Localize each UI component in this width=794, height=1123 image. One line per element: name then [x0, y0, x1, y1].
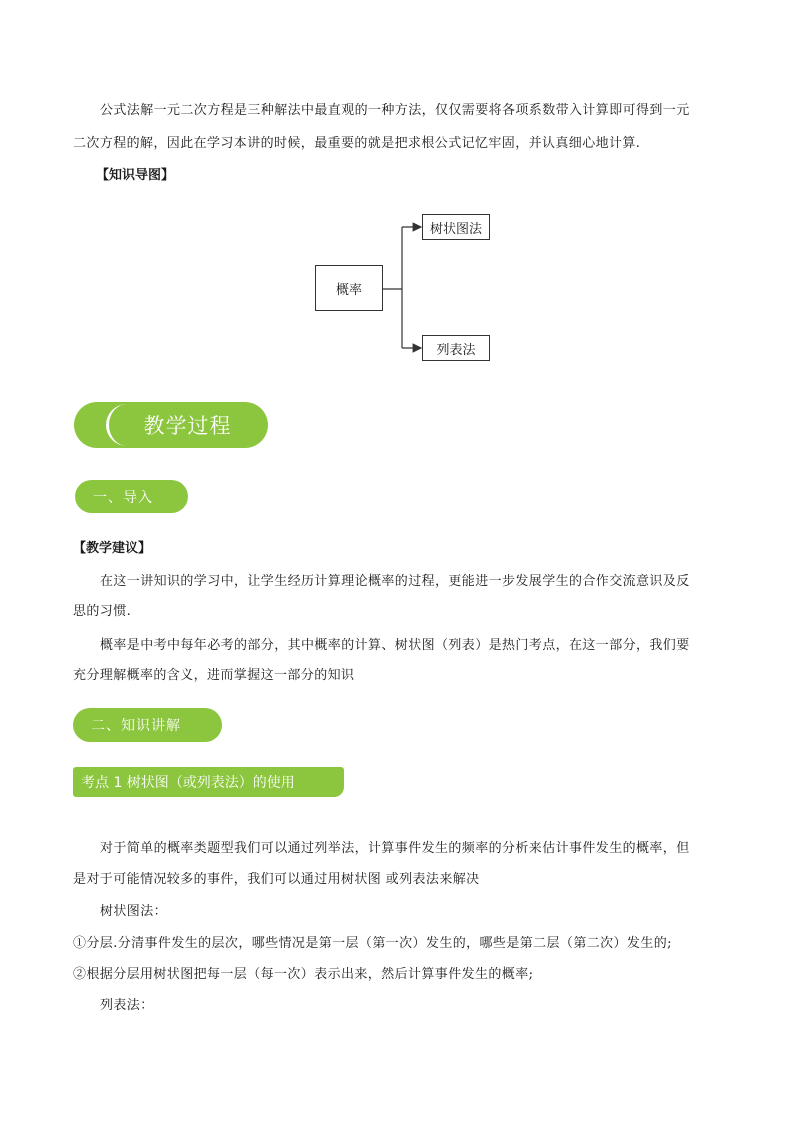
- teaching-process-title: 教学过程: [106, 404, 266, 446]
- tree-step-1: ①分层.分清事件发生的层次，哪些情况是第一层（第一次）发生的，哪些是第二层（第二次）发生的;: [73, 936, 672, 951]
- intro-line-1: 公式法解一元二次方程是三种解法中最直观的一种方法，仅仅需要将各项系数带入计算即可得到一元: [100, 103, 690, 118]
- knowledge-map-title: 【知识导图】: [96, 168, 175, 183]
- mind-map-branch-tree: 树状图法: [422, 214, 490, 240]
- tree-step-2: ②根据分层用树状图把每一层（每一次）表示出来，然后计算事件发生的概率;: [73, 967, 534, 982]
- tree-method-label: 树状图法：: [100, 904, 168, 919]
- advice-p1-line-2: 思的习惯.: [73, 604, 132, 619]
- mind-map-connectors: [0, 0, 794, 400]
- section-intro-title: 一、导入: [75, 480, 188, 513]
- intro-line-2: 二次方程的解，因此在学习本讲的时候，最重要的就是把求根公式记忆牢固，并认真细心地计算.: [73, 136, 641, 151]
- point-1-title: 考点 1 树状图（或列表法）的使用: [73, 767, 344, 797]
- teaching-advice-title: 【教学建议】: [73, 541, 152, 556]
- table-method-label: 列表法：: [100, 998, 154, 1013]
- point-p1-line-1: 对于简单的概率类题型我们可以通过列举法，计算事件发生的频率的分析来估计事件发生的概率，但: [100, 841, 690, 856]
- section-knowledge-title: 二、知识讲解: [73, 708, 222, 742]
- advice-p1-line-1: 在这一讲知识的学习中，让学生经历计算理论概率的过程，更能进一步发展学生的合作交流意识及反: [100, 574, 690, 589]
- point-p1-line-2: 是对于可能情况较多的事件，我们可以通过用树状图 或列表法来解决: [73, 872, 480, 887]
- mind-map-branch-table: 列表法: [422, 335, 490, 361]
- advice-p2-line-2: 充分理解概率的含义，进而掌握这一部分的知识: [73, 668, 355, 683]
- advice-p2-line-1: 概率是中考中每年必考的部分，其中概率的计算、树状图（列表）是热门考点，在这一部分，我们要: [100, 638, 690, 653]
- mind-map-root: 概率: [315, 265, 383, 311]
